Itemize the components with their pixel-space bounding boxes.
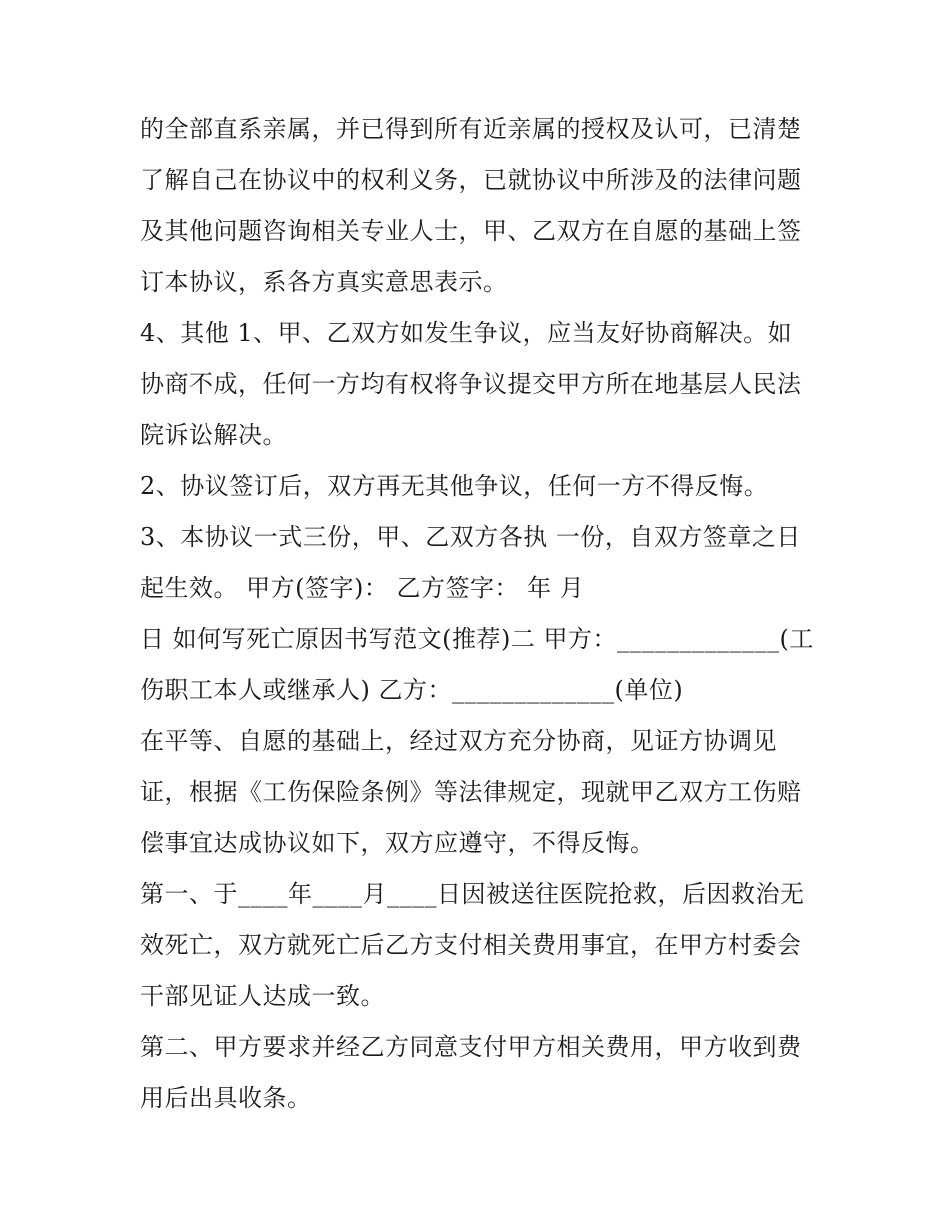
text-line: 及其他问题咨询相关专业人士，甲、乙双方在自愿的基础上签: [140, 217, 802, 245]
text-line: 2、协议签订后，双方再无其他争议，任何一方不得反悔。: [140, 472, 769, 500]
text-line: 用后出具收条。: [140, 1084, 312, 1112]
text-line: 第二、甲方要求并经乙方同意支付甲方相关费用，甲方收到费: [140, 1033, 802, 1061]
text-line: 订本协议，系各方真实意思表示。: [140, 268, 508, 296]
text-line: 干部见证人达成一致。: [140, 982, 385, 1010]
text-line: 起生效。 甲方(签字)： 乙方签字： 年 月: [140, 574, 585, 602]
text-line: 了解自己在协议中的权利义务，已就协议中所涉及的法律问题: [140, 166, 802, 194]
text-line: 协商不成，任何一方均有权将争议提交甲方所在地基层人民法: [140, 370, 802, 398]
text-line: 第一、于____年____月____日因被送往医院抢救，后因救治无: [140, 880, 805, 908]
text-line: 在平等、自愿的基础上，经过双方充分协商，见证方协调见: [140, 727, 777, 755]
text-line: 日 如何写死亡原因书写范文(推荐)二 甲方：_____________(工: [140, 625, 814, 653]
text-line: 院诉讼解决。: [140, 421, 287, 449]
text-line: 4、其他 1、甲、乙双方如发生争议，应当友好协商解决。如: [140, 319, 793, 347]
document-body: [140, 104, 820, 1124]
text-line: 3、本协议一式三份，甲、乙双方各执 一份，自双方签章之日: [140, 523, 801, 551]
text-line: 偿事宜达成协议如下，双方应遵守，不得反悔。: [140, 829, 655, 857]
text-line: 的全部直系亲属，并已得到所有近亲属的授权及认可，已清楚: [140, 115, 802, 143]
text-line: 效死亡，双方就死亡后乙方支付相关费用事宜，在甲方村委会: [140, 931, 802, 959]
text-line: 证，根据《工伤保险条例》等法律规定，现就甲乙双方工伤赔: [140, 778, 802, 806]
text-line: 伤职工本人或继承人) 乙方：_____________(单位): [140, 676, 684, 704]
